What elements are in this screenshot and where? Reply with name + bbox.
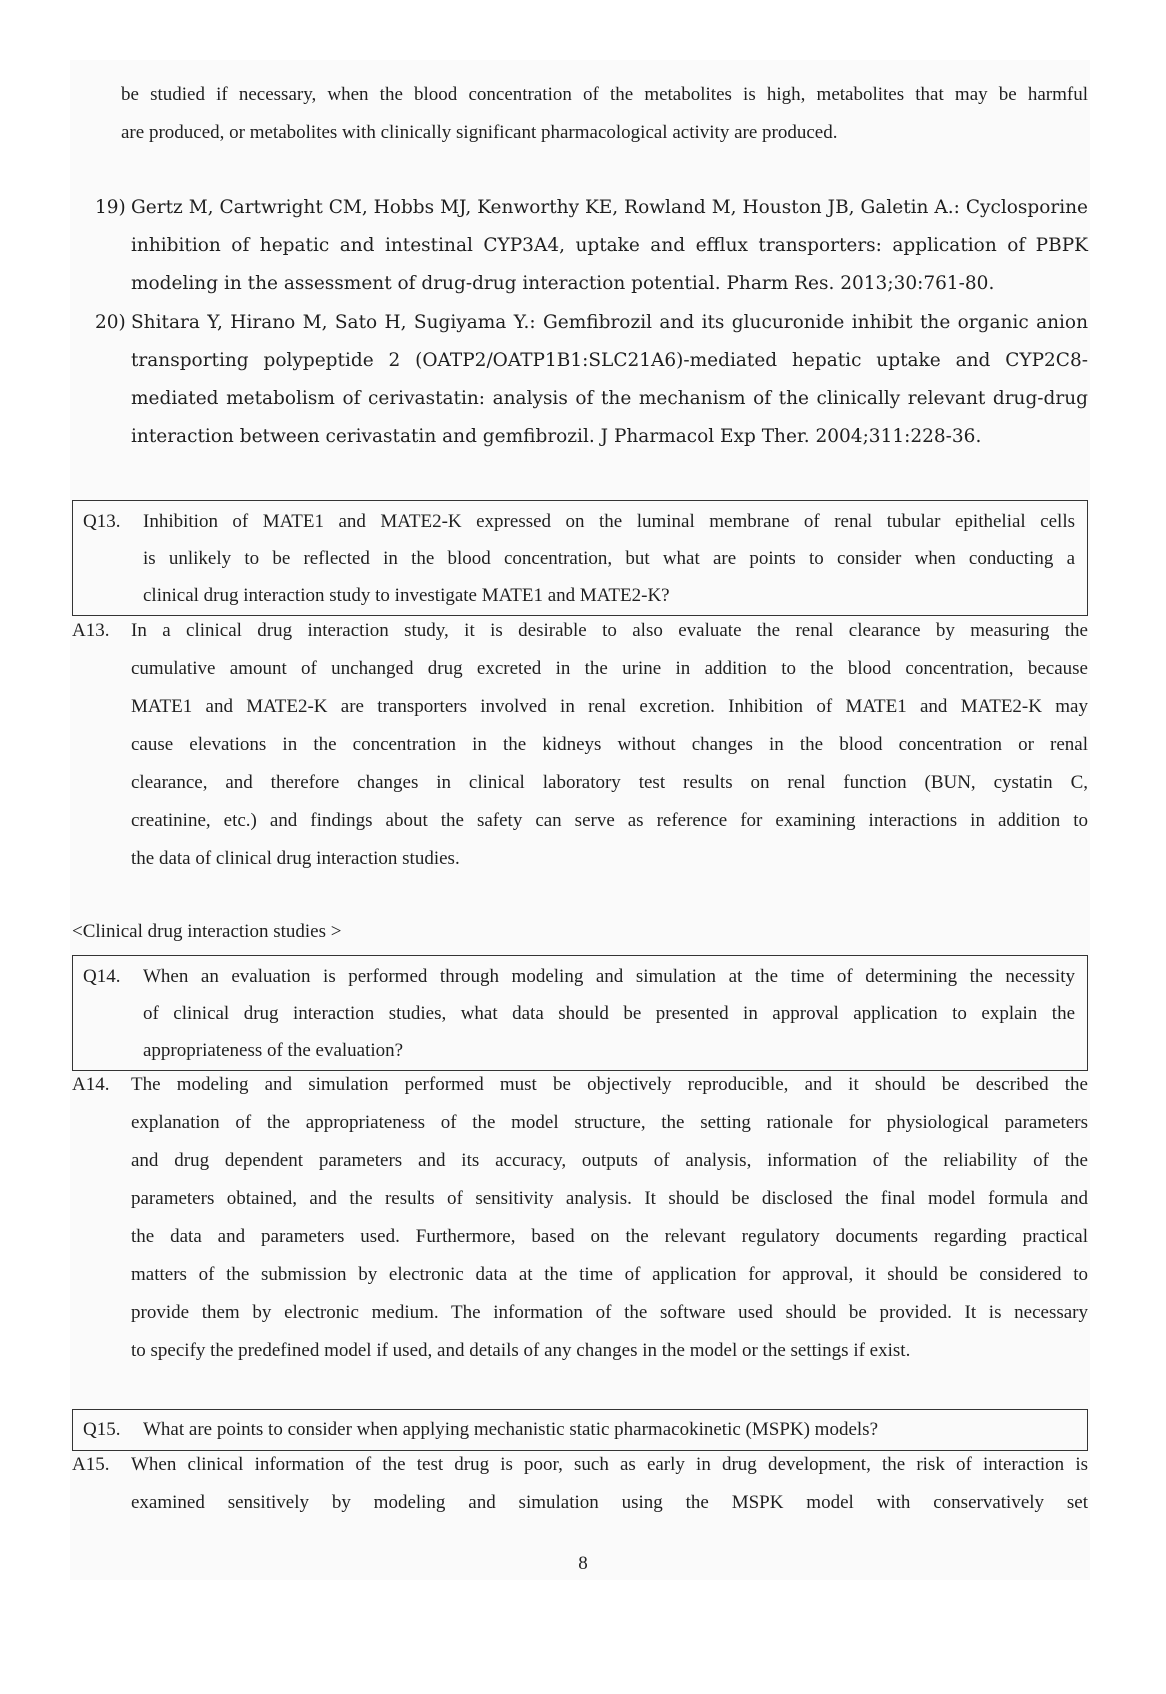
text-line: provide them by electronic medium. The information of the software used should be provided. It is necessary bbox=[131, 1302, 1088, 1323]
answer-label: A15. bbox=[72, 1454, 110, 1475]
text-line: When an evaluation is performed through modeling and simulation at the time of determining the necessity bbox=[143, 966, 1075, 987]
text-line: Inhibition of MATE1 and MATE2-K expressed on the luminal membrane of renal tubular epithelial cells bbox=[143, 511, 1075, 532]
question-label: Q14. bbox=[83, 966, 121, 987]
text-line: transporting polypeptide 2 (OATP2/OATP1B1:SLC21A6)-mediated hepatic uptake and CYP2C8- bbox=[131, 350, 1088, 371]
text-line: Gertz M, Cartwright CM, Hobbs MJ, Kenworthy KE, Rowland M, Houston JB, Galetin A.: Cyclosporine bbox=[131, 197, 1088, 218]
question-label: Q13. bbox=[83, 511, 121, 532]
text-line: parameters obtained, and the results of sensitivity analysis. It should be disclosed the final model formula and bbox=[131, 1188, 1088, 1209]
text-line: mediated metabolism of cerivastatin: analysis of the mechanism of the clinically relevant drug-drug bbox=[131, 388, 1088, 409]
answer-label: A13. bbox=[72, 620, 110, 641]
text-line: be studied if necessary, when the blood concentration of the metabolites is high, metabolites that may be harmful bbox=[121, 84, 1088, 105]
answer-label: A14. bbox=[72, 1074, 110, 1095]
text-line: is unlikely to be reflected in the blood concentration, but what are points to consider when conducting a bbox=[143, 548, 1075, 569]
question-box-q13 bbox=[72, 500, 1088, 616]
text-line: matters of the submission by electronic data at the time of application for approval, it should be considered to bbox=[131, 1264, 1088, 1285]
text-line: clinical drug interaction study to investigate MATE1 and MATE2-K? bbox=[143, 585, 670, 606]
text-line: clearance, and therefore changes in clinical laboratory test results on renal function (BUN, cystatin C, bbox=[131, 772, 1088, 793]
text-line: In a clinical drug interaction study, it is desirable to also evaluate the renal clearance by measuring the bbox=[131, 620, 1088, 641]
text-line: explanation of the appropriateness of the model structure, the setting rationale for physiological parameters bbox=[131, 1112, 1088, 1133]
text-line: interaction between cerivastatin and gemfibrozil. J Pharmacol Exp Ther. 2004;311:228-36. bbox=[131, 426, 982, 447]
text-line: and drug dependent parameters and its accuracy, outputs of analysis, information of the reliability of the bbox=[131, 1150, 1088, 1171]
text-line: appropriateness of the evaluation? bbox=[143, 1040, 404, 1061]
text-line: When clinical information of the test drug is poor, such as early in drug development, the risk of interaction is bbox=[131, 1454, 1088, 1475]
text-line: creatinine, etc.) and findings about the safety can serve as reference for examining interactions in addition to bbox=[131, 810, 1088, 831]
text-line: examined sensitively by modeling and simulation using the MSPK model with conservatively set bbox=[131, 1492, 1088, 1513]
page-number: 8 bbox=[578, 1553, 588, 1574]
reference-number: 20) bbox=[95, 312, 126, 333]
text-line: inhibition of hepatic and intestinal CYP3A4, uptake and efflux transporters: application of PBPK bbox=[131, 235, 1088, 256]
text-line: MATE1 and MATE2-K are transporters involved in renal excretion. Inhibition of MATE1 and MATE2-K may bbox=[131, 696, 1088, 717]
text-line: The modeling and simulation performed must be objectively reproducible, and it should be described the bbox=[131, 1074, 1088, 1095]
text-line: to specify the predefined model if used, and details of any changes in the model or the settings if exist. bbox=[131, 1340, 911, 1361]
text-line: are produced, or metabolites with clinically significant pharmacological activity are produced. bbox=[121, 122, 838, 143]
intro-paragraph bbox=[121, 76, 1088, 152]
text-line: What are points to consider when applying mechanistic static pharmacokinetic (MSPK) models? bbox=[143, 1419, 878, 1440]
reference-number: 19) bbox=[95, 197, 126, 218]
question-label: Q15. bbox=[83, 1419, 121, 1440]
text-line: the data of clinical drug interaction studies. bbox=[131, 848, 460, 869]
text-line: the data and parameters used. Furthermore, based on the relevant regulatory documents regarding practical bbox=[131, 1226, 1088, 1247]
text-line: cumulative amount of unchanged drug excreted in the urine in addition to the blood concentration, because bbox=[131, 658, 1088, 679]
text-line: cause elevations in the concentration in the kidneys without changes in the blood concentration or renal bbox=[131, 734, 1088, 755]
question-box-q14 bbox=[72, 955, 1088, 1071]
text-line: of clinical drug interaction studies, what data should be presented in approval application to explain the bbox=[143, 1003, 1075, 1024]
text-line: modeling in the assessment of drug-drug interaction potential. Pharm Res. 2013;30:761-80. bbox=[131, 273, 995, 294]
section-heading: <Clinical drug interaction studies > bbox=[72, 921, 342, 942]
text-line: Shitara Y, Hirano M, Sato H, Sugiyama Y.: Gemfibrozil and its glucuronide inhibit the organic anion bbox=[131, 312, 1088, 333]
question-box-q15 bbox=[72, 1409, 1088, 1451]
